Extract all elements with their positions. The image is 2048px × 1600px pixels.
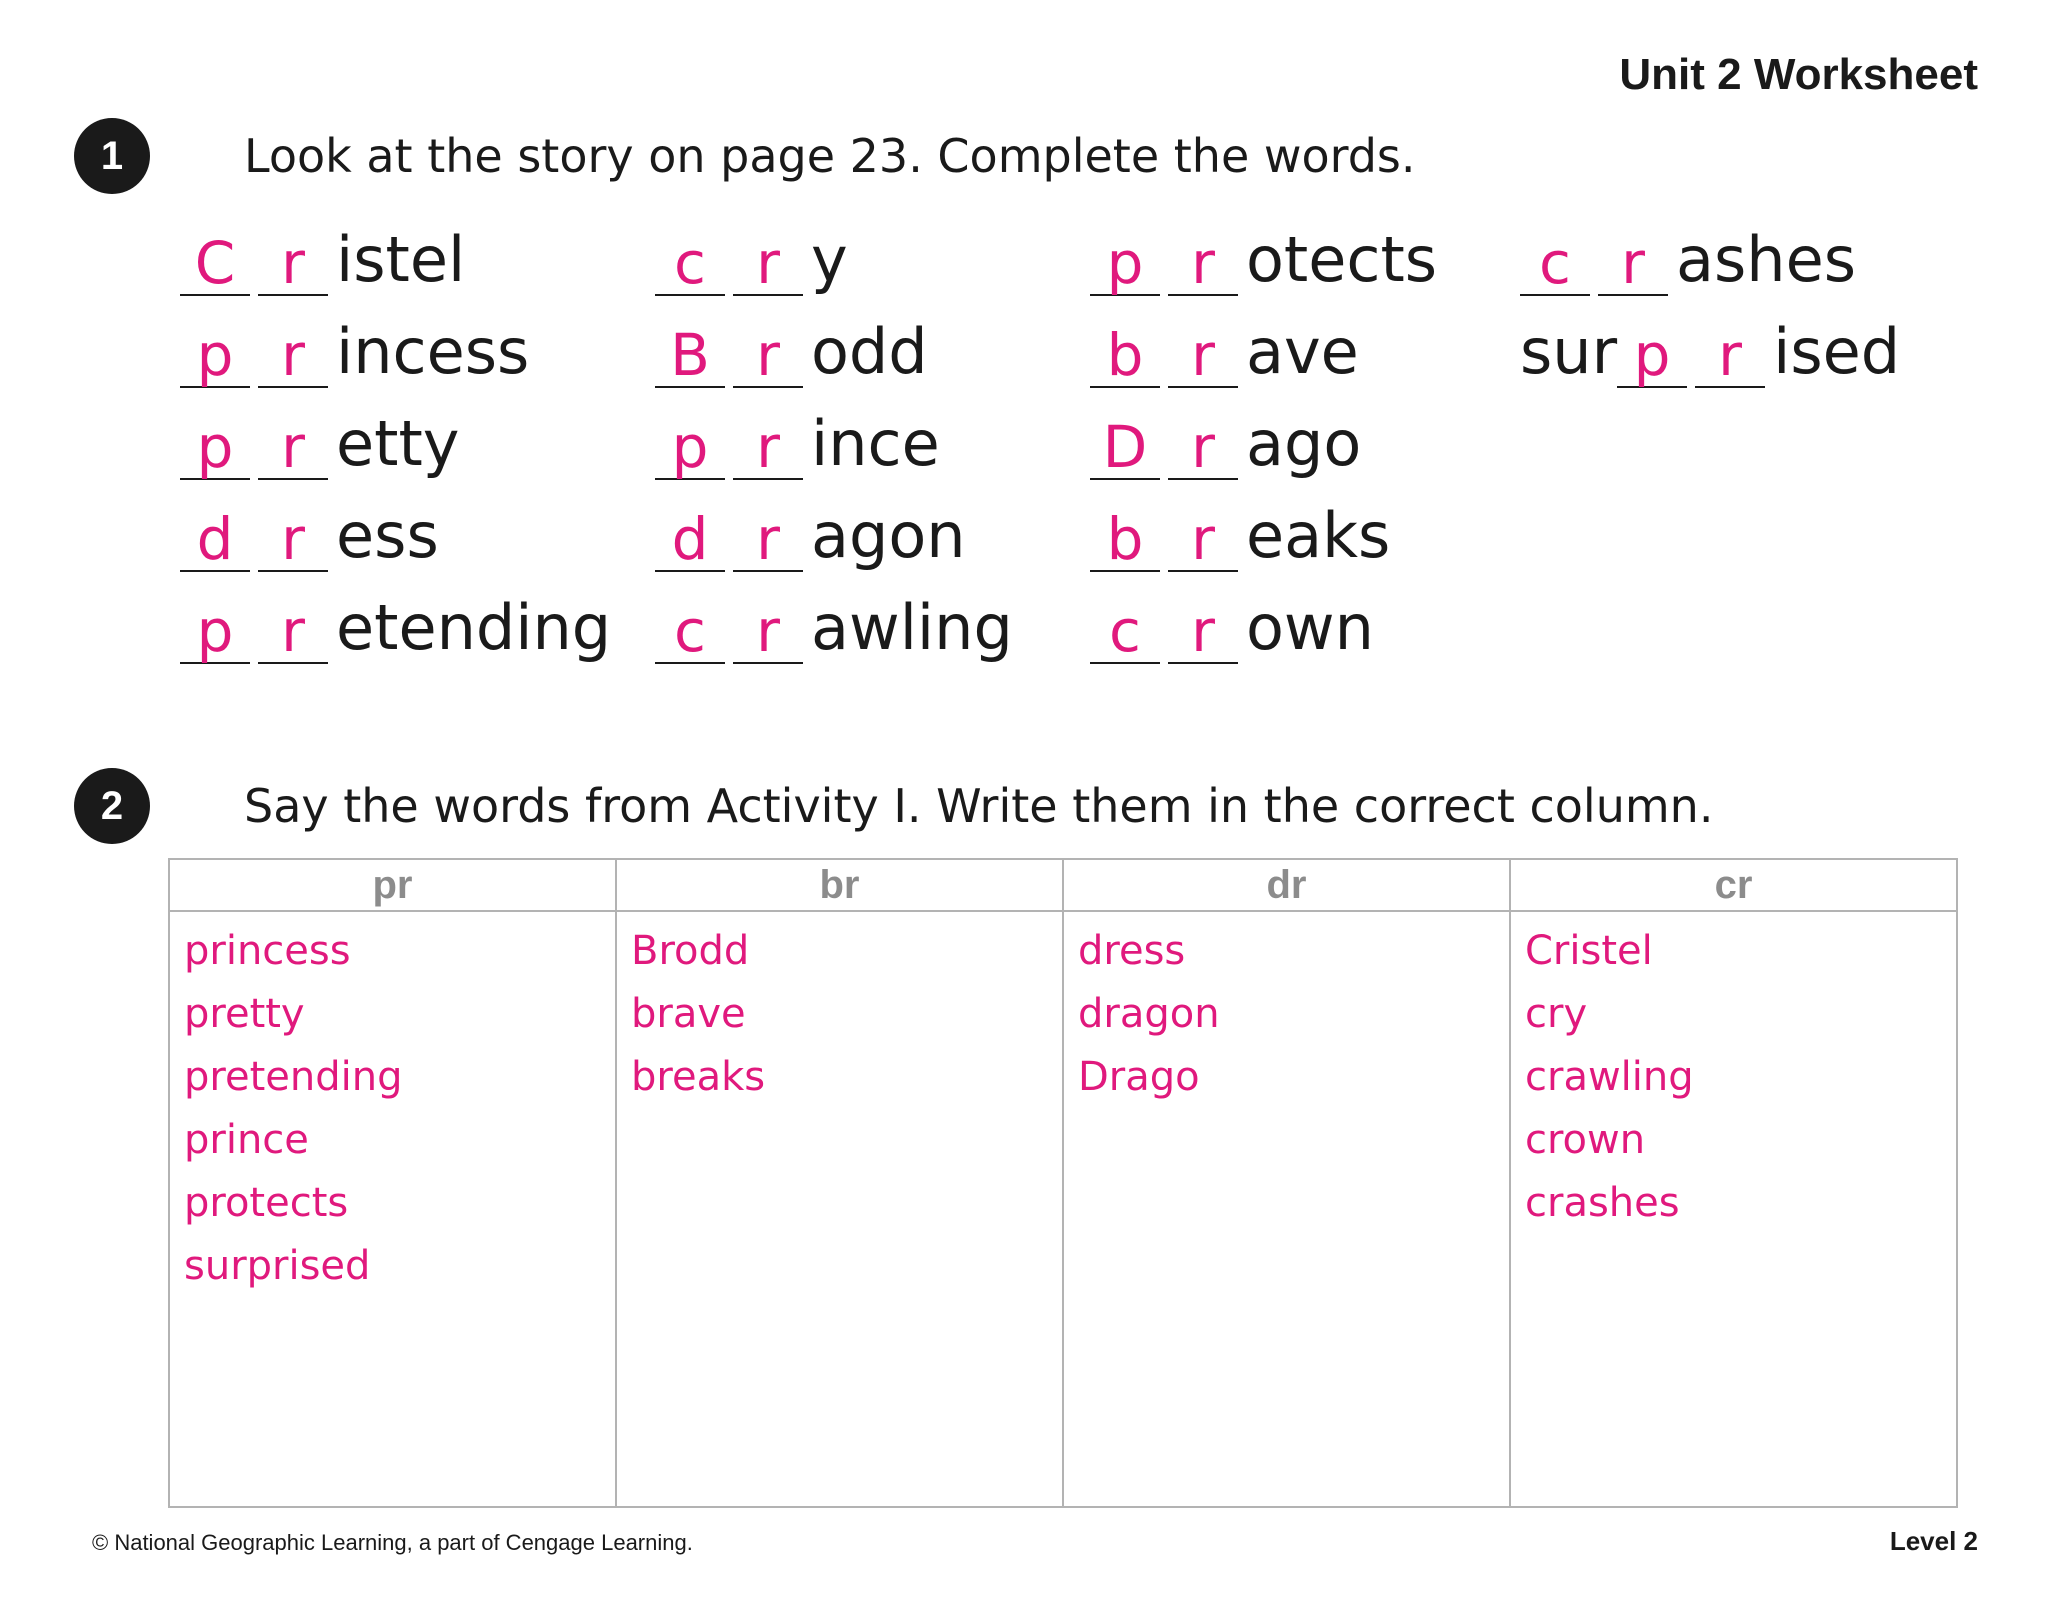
word-suffix: own bbox=[1246, 591, 1374, 664]
answer-blank[interactable]: r bbox=[1598, 232, 1668, 296]
fill-in-word bbox=[1090, 302, 1520, 394]
answer-blank[interactable]: r bbox=[733, 416, 803, 480]
answer-blank[interactable]: r bbox=[1168, 324, 1238, 388]
sorted-word[interactable]: crawling bbox=[1525, 1054, 1694, 1100]
fill-in-word bbox=[180, 394, 655, 486]
answer-blank[interactable]: B bbox=[655, 324, 725, 388]
answer-blank[interactable]: r bbox=[1168, 232, 1238, 296]
column-header: br bbox=[617, 860, 1062, 912]
column-header: dr bbox=[1064, 860, 1509, 912]
level-label: Level 2 bbox=[1889, 1526, 1978, 1556]
fill-in-word bbox=[180, 486, 655, 578]
answer-blank[interactable]: r bbox=[733, 508, 803, 572]
fill-in-word bbox=[1520, 302, 1920, 394]
fill-in-word bbox=[655, 210, 1090, 302]
answer-blank[interactable]: r bbox=[1168, 416, 1238, 480]
word-column bbox=[655, 210, 1090, 670]
word-suffix: ince bbox=[811, 407, 940, 480]
word-suffix: odd bbox=[811, 315, 928, 388]
answer-blank[interactable]: b bbox=[1090, 324, 1160, 388]
fill-in-word bbox=[655, 486, 1090, 578]
answer-blank[interactable]: r bbox=[733, 232, 803, 296]
word-suffix: etending bbox=[336, 591, 612, 664]
sorted-word[interactable]: princess bbox=[184, 928, 351, 974]
column-header: pr bbox=[170, 860, 615, 912]
sorted-word[interactable]: dress bbox=[1078, 928, 1186, 974]
word-column bbox=[1520, 210, 1920, 670]
sorted-word[interactable]: Cristel bbox=[1525, 928, 1653, 974]
fill-in-word bbox=[1520, 210, 1920, 302]
word-suffix: awling bbox=[811, 591, 1013, 664]
sorted-word[interactable]: Brodd bbox=[631, 928, 750, 974]
answer-blank[interactable]: p bbox=[180, 600, 250, 664]
fill-in-word bbox=[1090, 486, 1520, 578]
answer-blank[interactable]: p bbox=[1090, 232, 1160, 296]
column-word-list bbox=[1064, 912, 1509, 1109]
word-suffix: agon bbox=[811, 499, 966, 572]
answer-blank[interactable]: D bbox=[1090, 416, 1160, 480]
answer-blank[interactable]: p bbox=[180, 416, 250, 480]
column-word-list bbox=[617, 912, 1062, 1109]
answer-blank[interactable]: p bbox=[655, 416, 725, 480]
column-header: cr bbox=[1511, 860, 1956, 912]
sorted-word[interactable]: pretty bbox=[184, 991, 305, 1037]
answer-blank[interactable]: r bbox=[258, 508, 328, 572]
answer-blank[interactable]: r bbox=[733, 324, 803, 388]
table-column bbox=[615, 860, 1062, 1506]
word-column bbox=[180, 210, 655, 670]
fill-in-word bbox=[1090, 210, 1520, 302]
word-suffix: etty bbox=[336, 407, 460, 480]
activity-1-heading bbox=[74, 118, 1416, 194]
fill-in-word bbox=[655, 302, 1090, 394]
answer-blank[interactable]: r bbox=[1168, 600, 1238, 664]
word-suffix: ashes bbox=[1676, 223, 1857, 296]
sorted-word[interactable]: dragon bbox=[1078, 991, 1220, 1037]
sorted-word[interactable]: prince bbox=[184, 1117, 309, 1163]
fill-in-word bbox=[180, 302, 655, 394]
word-suffix: istel bbox=[336, 223, 466, 296]
fill-in-word bbox=[1090, 394, 1520, 486]
answer-blank[interactable]: C bbox=[180, 232, 250, 296]
sorted-word[interactable]: crown bbox=[1525, 1117, 1646, 1163]
word-suffix: otects bbox=[1246, 223, 1438, 296]
word-prefix: sur bbox=[1520, 315, 1618, 388]
answer-blank[interactable]: c bbox=[1520, 232, 1590, 296]
answer-blank[interactable]: r bbox=[258, 324, 328, 388]
answer-blank[interactable]: d bbox=[180, 508, 250, 572]
answer-blank[interactable]: r bbox=[258, 232, 328, 296]
fill-in-word bbox=[180, 578, 655, 670]
word-suffix: incess bbox=[336, 315, 530, 388]
table-column bbox=[1509, 860, 1956, 1506]
word-suffix: eaks bbox=[1246, 499, 1391, 572]
activity-number-badge: 1 bbox=[74, 118, 150, 194]
answer-blank[interactable]: r bbox=[733, 600, 803, 664]
answer-blank[interactable]: r bbox=[1168, 508, 1238, 572]
answer-blank[interactable]: c bbox=[655, 600, 725, 664]
table-column bbox=[170, 860, 615, 1506]
fill-in-word bbox=[180, 210, 655, 302]
activity-instruction: Look at the story on page 23. Complete the words. bbox=[244, 129, 1416, 183]
answer-blank[interactable]: b bbox=[1090, 508, 1160, 572]
fill-in-word bbox=[655, 578, 1090, 670]
word-suffix: ess bbox=[336, 499, 439, 572]
activity-2-heading bbox=[74, 768, 1714, 844]
sorted-word[interactable]: Drago bbox=[1078, 1054, 1200, 1100]
word-suffix: y bbox=[811, 223, 848, 296]
column-word-list bbox=[1511, 912, 1956, 1235]
answer-blank[interactable]: d bbox=[655, 508, 725, 572]
fill-in-word bbox=[1090, 578, 1520, 670]
activity-number-badge: 2 bbox=[74, 768, 150, 844]
word-sort-table bbox=[168, 858, 1958, 1508]
sorted-word[interactable]: surprised bbox=[184, 1243, 371, 1289]
answer-blank[interactable]: p bbox=[180, 324, 250, 388]
sorted-word[interactable]: pretending bbox=[184, 1054, 403, 1100]
sorted-word[interactable]: protects bbox=[184, 1180, 349, 1226]
answer-blank[interactable]: r bbox=[258, 416, 328, 480]
activity-instruction: Say the words from Activity I. Write them in the correct column. bbox=[244, 779, 1714, 833]
answer-blank[interactable]: p bbox=[1617, 324, 1687, 388]
sorted-word[interactable]: crashes bbox=[1525, 1180, 1680, 1226]
word-suffix: ave bbox=[1246, 315, 1359, 388]
answer-blank[interactable]: c bbox=[655, 232, 725, 296]
table-column bbox=[1062, 860, 1509, 1506]
answer-blank[interactable]: c bbox=[1090, 600, 1160, 664]
answer-blank[interactable]: r bbox=[1695, 324, 1765, 388]
sorted-word[interactable]: brave bbox=[631, 991, 746, 1037]
word-suffix: ised bbox=[1773, 315, 1901, 388]
copyright-notice: © National Geographic Learning, a part of Cengage Learning. bbox=[92, 1530, 693, 1555]
word-suffix: ago bbox=[1246, 407, 1362, 480]
sorted-word[interactable]: cry bbox=[1525, 991, 1588, 1037]
worksheet-title: Unit 2 Worksheet bbox=[1619, 50, 1978, 99]
sorted-word[interactable]: breaks bbox=[631, 1054, 766, 1100]
word-column bbox=[1090, 210, 1520, 670]
answer-blank[interactable]: r bbox=[258, 600, 328, 664]
column-word-list bbox=[170, 912, 615, 1298]
word-completion-grid bbox=[180, 210, 1920, 670]
fill-in-word bbox=[655, 394, 1090, 486]
